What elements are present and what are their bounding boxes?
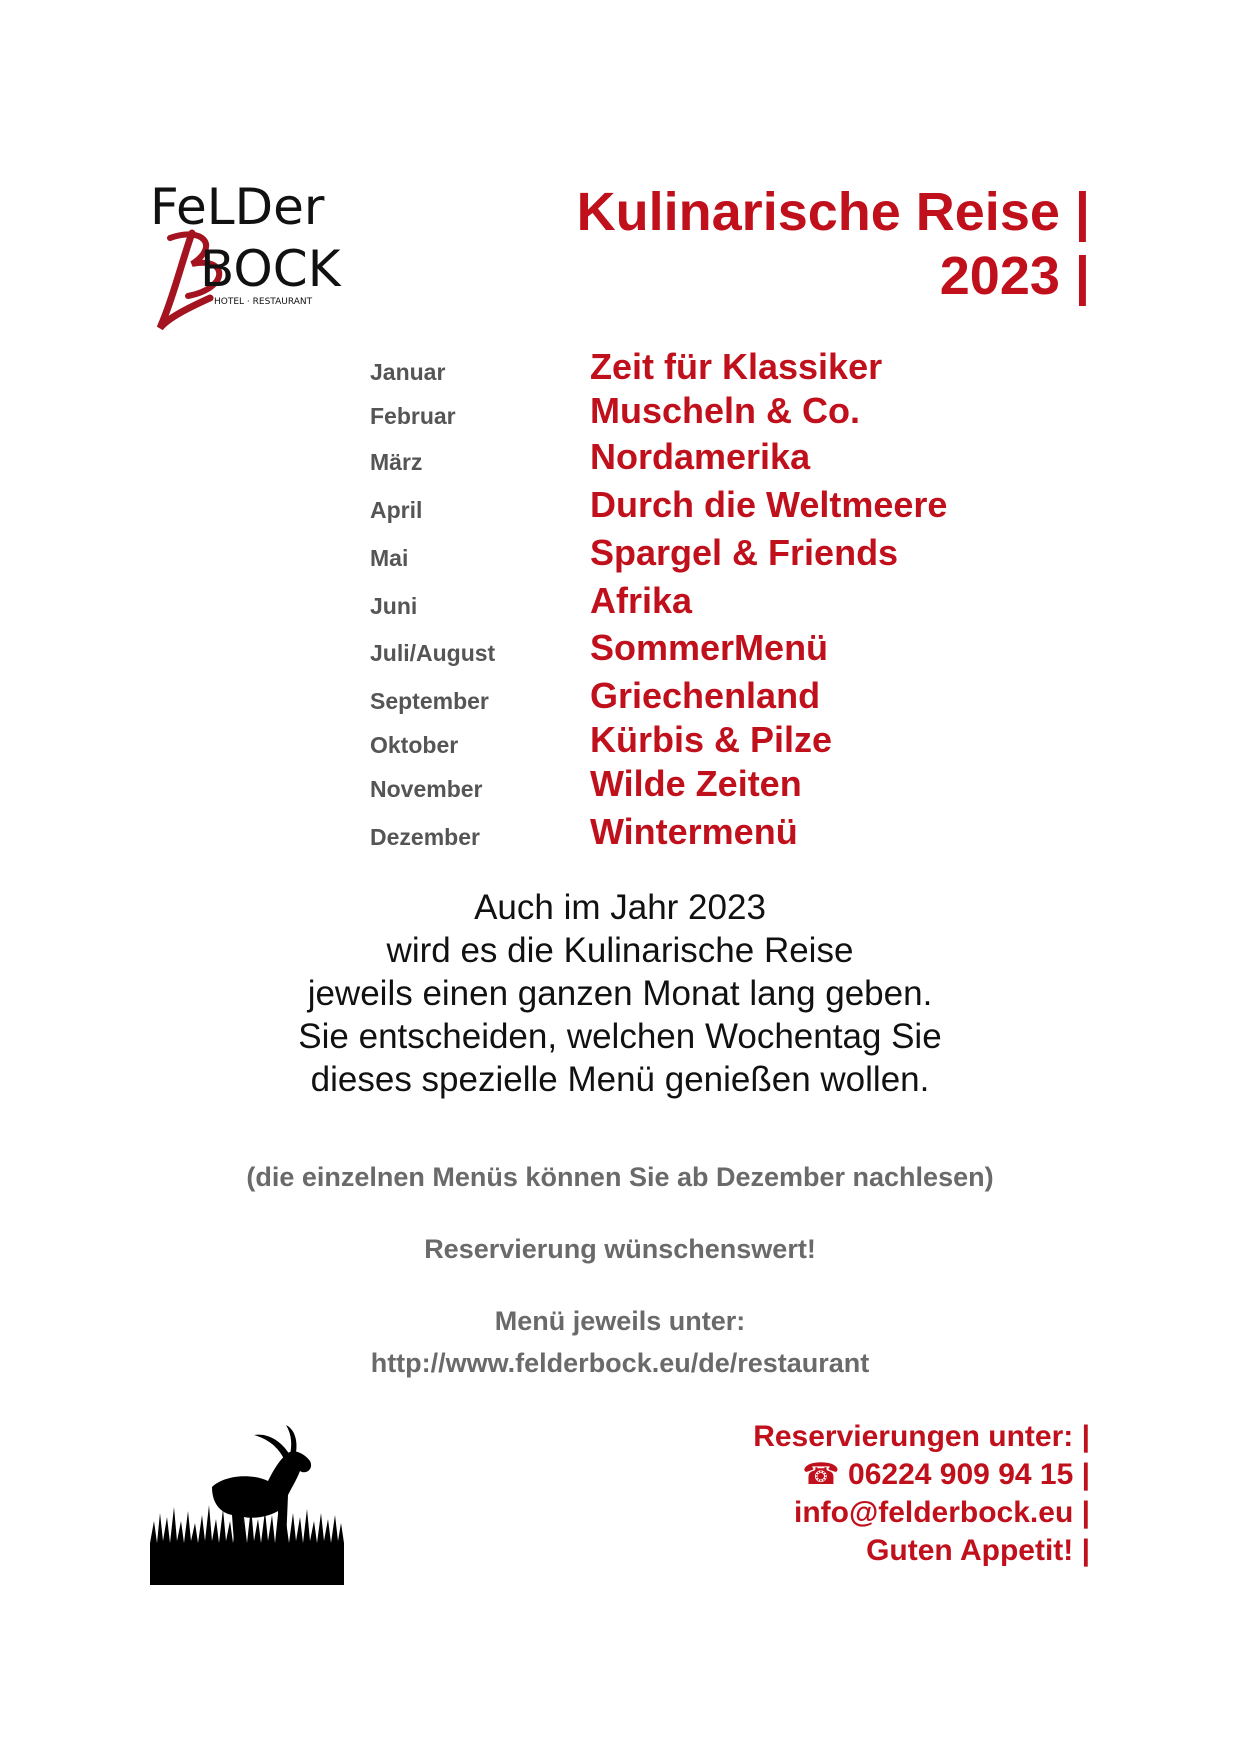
goat-silhouette-icon bbox=[150, 1425, 344, 1585]
month-theme: SommerMenü bbox=[590, 627, 829, 668]
felderbock-logo bbox=[148, 178, 358, 338]
month-label: April bbox=[370, 497, 423, 523]
page-title bbox=[577, 180, 1090, 308]
contact-phone[interactable]: 06224 909 94 15 | bbox=[848, 1458, 1090, 1491]
menus-note: (die einzelnen Menüs können Sie ab Dezember nachlesen) bbox=[246, 1162, 994, 1192]
title-line1: Kulinarische Reise | bbox=[576, 182, 1090, 242]
intro-line: wird es die Kulinarische Reise bbox=[386, 931, 854, 970]
intro-line: dieses spezielle Menü genießen wollen. bbox=[310, 1060, 930, 1099]
title-line2: 2023 | bbox=[939, 246, 1090, 306]
month-theme: Muscheln & Co. bbox=[590, 390, 861, 431]
schedule-row bbox=[370, 386, 1090, 432]
month-theme: Durch die Weltmeere bbox=[590, 484, 948, 525]
logo-line1: FeLDer bbox=[150, 178, 325, 236]
month-label: Dezember bbox=[370, 824, 480, 850]
schedule-row bbox=[370, 480, 1090, 526]
telephone-icon: ☎ bbox=[802, 1458, 840, 1491]
month-label: Mai bbox=[370, 545, 409, 571]
intro-text bbox=[0, 886, 1240, 1101]
month-theme: Wilde Zeiten bbox=[590, 763, 802, 804]
contact-closing: Guten Appetit! | bbox=[866, 1534, 1090, 1567]
reservation-note: Reservierung wünschenswert! bbox=[424, 1234, 816, 1264]
schedule-row bbox=[370, 671, 1090, 717]
month-label: November bbox=[370, 776, 483, 802]
month-label: Oktober bbox=[370, 732, 459, 758]
month-theme: Griechenland bbox=[590, 675, 821, 716]
month-label: Juli/August bbox=[370, 640, 496, 666]
schedule-row bbox=[370, 576, 1090, 622]
schedule-row bbox=[370, 342, 1090, 388]
month-label: Juni bbox=[370, 593, 418, 619]
schedule-row bbox=[370, 759, 1090, 805]
month-theme: Zeit für Klassiker bbox=[590, 346, 883, 387]
month-theme: Wintermenü bbox=[590, 811, 798, 852]
contact-phone-line bbox=[753, 1456, 1090, 1494]
menu-url-link[interactable]: http://www.felderbock.eu/de/restaurant bbox=[370, 1348, 870, 1378]
schedule-row bbox=[370, 715, 1090, 761]
month-theme: Afrika bbox=[590, 580, 693, 621]
schedule-row bbox=[370, 432, 1090, 478]
month-theme: Nordamerika bbox=[590, 436, 811, 477]
intro-line: Sie entscheiden, welchen Wochentag Sie bbox=[298, 1017, 942, 1056]
month-theme: Kürbis & Pilze bbox=[590, 719, 833, 760]
logo-tagline: HOTEL · RESTAURANT bbox=[214, 297, 313, 307]
month-label: März bbox=[370, 449, 423, 475]
month-theme: Spargel & Friends bbox=[590, 532, 899, 573]
month-label: September bbox=[370, 688, 489, 714]
intro-line: Auch im Jahr 2023 bbox=[474, 888, 766, 927]
schedule-row bbox=[370, 623, 1090, 669]
menu-label: Menü jeweils unter: bbox=[494, 1306, 746, 1336]
contact-heading: Reservierungen unter: | bbox=[753, 1420, 1090, 1453]
intro-line: jeweils einen ganzen Monat lang geben. bbox=[307, 974, 933, 1013]
contact-block bbox=[753, 1418, 1090, 1570]
month-label: Februar bbox=[370, 403, 456, 429]
logo-line2: BOCK bbox=[200, 240, 341, 298]
schedule-row bbox=[370, 807, 1090, 853]
month-label: Januar bbox=[370, 359, 446, 385]
contact-email[interactable]: info@felderbock.eu | bbox=[793, 1496, 1090, 1529]
schedule-row bbox=[370, 528, 1090, 574]
